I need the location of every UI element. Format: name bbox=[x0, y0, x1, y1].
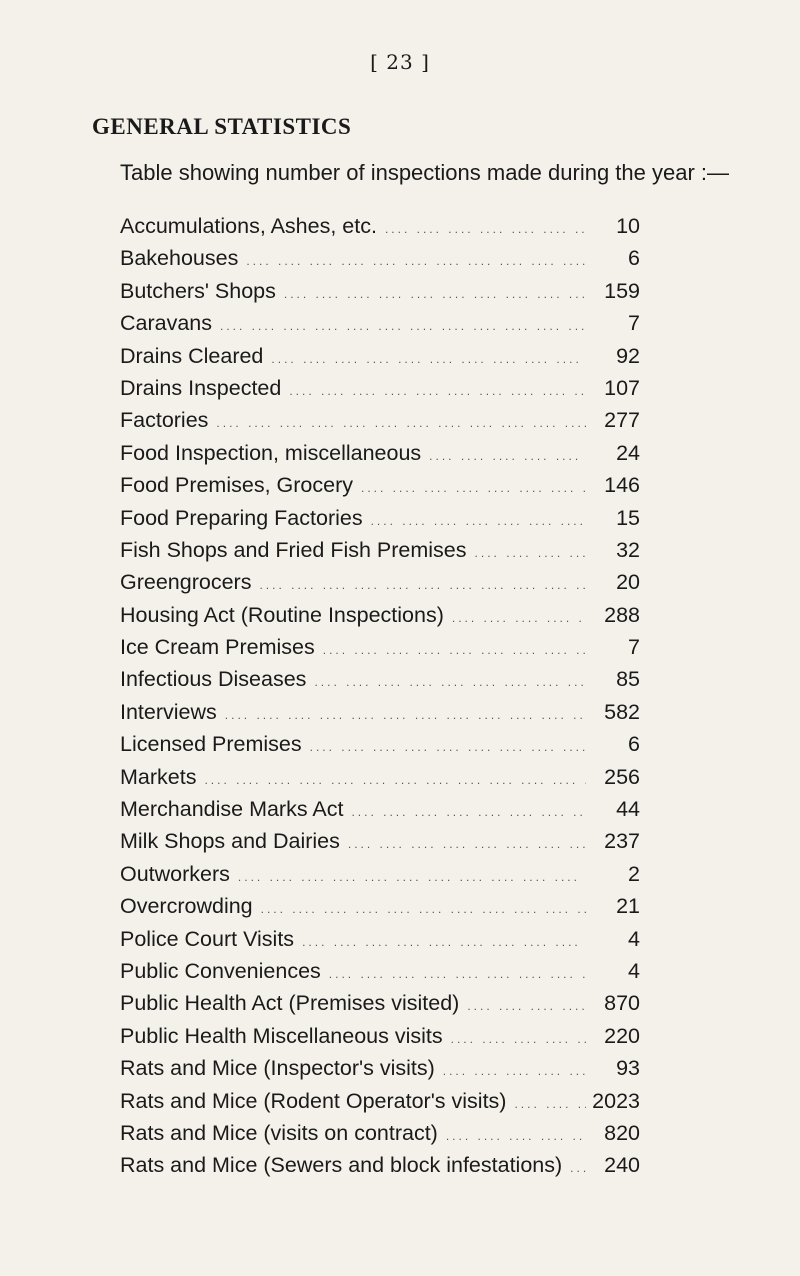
table-row bbox=[120, 242, 640, 274]
row-value: 159 bbox=[604, 278, 640, 303]
dot-leader bbox=[371, 505, 586, 537]
dot-leader bbox=[271, 343, 586, 375]
table-row bbox=[120, 955, 640, 987]
row-label: Rats and Mice (visits on contract) bbox=[120, 1117, 446, 1149]
dot-leader bbox=[310, 731, 586, 763]
row-value: 6 bbox=[628, 246, 640, 271]
row-label: Overcrowding bbox=[120, 890, 261, 922]
row-value: 277 bbox=[604, 408, 640, 433]
row-label: Drains Inspected bbox=[120, 372, 289, 404]
dot-leader bbox=[289, 375, 586, 407]
row-value: 237 bbox=[604, 829, 640, 854]
table-row bbox=[120, 210, 640, 242]
row-label: Bakehouses bbox=[120, 242, 246, 274]
table-row bbox=[120, 469, 640, 501]
dot-leader bbox=[475, 537, 586, 569]
dot-leader bbox=[314, 666, 586, 698]
table-row bbox=[120, 307, 640, 339]
dot-leader bbox=[351, 796, 586, 828]
row-label: Greengrocers bbox=[120, 566, 259, 598]
row-label: Interviews bbox=[120, 696, 225, 728]
row-value: 7 bbox=[628, 635, 640, 660]
row-label: Infectious Diseases bbox=[120, 663, 314, 695]
table-row bbox=[120, 372, 640, 404]
row-value: 44 bbox=[616, 797, 640, 822]
dot-leader bbox=[429, 440, 586, 472]
table-row bbox=[120, 890, 640, 922]
row-label: Milk Shops and Dairies bbox=[120, 825, 348, 857]
dot-leader bbox=[323, 634, 586, 666]
row-value: 820 bbox=[604, 1120, 640, 1145]
page-number: [ 23 ] bbox=[370, 50, 430, 74]
table-row bbox=[120, 599, 640, 631]
row-value: 10 bbox=[616, 214, 640, 238]
row-value: 870 bbox=[604, 991, 640, 1016]
row-value: 4 bbox=[628, 958, 640, 983]
table-row bbox=[120, 858, 640, 890]
row-label: Fish Shops and Fried Fish Premises bbox=[120, 534, 475, 566]
row-label: Food Premises, Grocery bbox=[120, 469, 361, 501]
dot-leader bbox=[261, 893, 586, 925]
row-label: Housing Act (Routine Inspections) bbox=[120, 599, 452, 631]
dot-leader bbox=[302, 926, 586, 958]
row-value: 24 bbox=[616, 440, 640, 465]
row-label: Public Health Miscellaneous visits bbox=[120, 1020, 451, 1052]
row-value: 240 bbox=[604, 1153, 640, 1178]
dot-leader bbox=[329, 958, 586, 990]
row-value: 4 bbox=[628, 926, 640, 951]
row-label: Rats and Mice (Rodent Operator's visits) bbox=[120, 1085, 514, 1117]
dot-leader bbox=[467, 990, 586, 1022]
row-value: 2 bbox=[628, 861, 640, 886]
dot-leader bbox=[204, 764, 586, 796]
dot-leader bbox=[259, 569, 586, 601]
table-row bbox=[120, 728, 640, 760]
table-row bbox=[120, 987, 640, 1019]
dot-leader bbox=[570, 1152, 586, 1184]
row-value: 21 bbox=[616, 894, 640, 919]
row-label: Markets bbox=[120, 761, 204, 793]
row-value: 256 bbox=[604, 764, 640, 789]
dot-leader bbox=[361, 472, 586, 504]
row-label: Accumulations, Ashes, etc. bbox=[120, 210, 385, 242]
row-label: Merchandise Marks Act bbox=[120, 793, 351, 825]
dot-leader bbox=[348, 828, 586, 860]
row-value: 32 bbox=[616, 537, 640, 562]
dot-leader bbox=[385, 213, 586, 245]
row-value: 85 bbox=[616, 667, 640, 692]
row-label: Butchers' Shops bbox=[120, 275, 284, 307]
row-label: Caravans bbox=[120, 307, 220, 339]
row-value: 220 bbox=[604, 1023, 640, 1048]
table-row bbox=[120, 502, 640, 534]
table-row bbox=[120, 404, 640, 436]
row-label: Rats and Mice (Sewers and block infestations) bbox=[120, 1149, 570, 1181]
row-label: Factories bbox=[120, 404, 216, 436]
row-label: Outworkers bbox=[120, 858, 238, 890]
table-row bbox=[120, 825, 640, 857]
dot-leader bbox=[284, 278, 586, 310]
table-row bbox=[120, 663, 640, 695]
row-label: Licensed Premises bbox=[120, 728, 310, 760]
row-label: Drains Cleared bbox=[120, 340, 271, 372]
row-label: Rats and Mice (Inspector's visits) bbox=[120, 1052, 443, 1084]
row-value: 93 bbox=[616, 1056, 640, 1081]
table-row bbox=[120, 631, 640, 663]
row-value: 15 bbox=[616, 505, 640, 530]
dot-leader bbox=[514, 1088, 586, 1120]
table-row bbox=[120, 566, 640, 598]
dot-leader bbox=[216, 407, 586, 439]
table-row bbox=[120, 761, 640, 793]
row-label: Food Inspection, miscellaneous bbox=[120, 437, 429, 469]
row-value: 107 bbox=[604, 375, 640, 400]
row-label: Food Preparing Factories bbox=[120, 502, 371, 534]
dot-leader bbox=[451, 1023, 586, 1055]
row-label: Ice Cream Premises bbox=[120, 631, 323, 663]
page-title: GENERAL STATISTICS bbox=[92, 114, 352, 139]
row-value: 2023 bbox=[592, 1088, 640, 1113]
table-row bbox=[120, 534, 640, 566]
table-row bbox=[120, 275, 640, 307]
row-label: Police Court Visits bbox=[120, 923, 302, 955]
row-value: 6 bbox=[628, 732, 640, 757]
row-value: 582 bbox=[604, 699, 640, 724]
table-row bbox=[120, 1020, 640, 1052]
row-label: Public Conveniences bbox=[120, 955, 329, 987]
dot-leader bbox=[238, 861, 586, 893]
table-row bbox=[120, 437, 640, 469]
row-value: 7 bbox=[628, 311, 640, 336]
row-value: 288 bbox=[604, 602, 640, 627]
table-row bbox=[120, 1085, 640, 1117]
table-row bbox=[120, 793, 640, 825]
inspections-table bbox=[120, 210, 640, 1182]
row-value: 20 bbox=[616, 570, 640, 595]
table-row bbox=[120, 1149, 640, 1181]
row-value: 92 bbox=[616, 343, 640, 368]
dot-leader bbox=[446, 1120, 586, 1152]
dot-leader bbox=[246, 245, 586, 277]
table-row bbox=[120, 340, 640, 372]
row-value: 146 bbox=[604, 473, 640, 498]
dot-leader bbox=[225, 699, 586, 731]
table-row bbox=[120, 1117, 640, 1149]
table-row bbox=[120, 923, 640, 955]
table-caption: Table showing number of inspections made during the year :— bbox=[120, 160, 730, 185]
row-label: Public Health Act (Premises visited) bbox=[120, 987, 467, 1019]
table-row bbox=[120, 1052, 640, 1084]
table-row bbox=[120, 696, 640, 728]
dot-leader bbox=[452, 602, 586, 634]
dot-leader bbox=[443, 1055, 586, 1087]
dot-leader bbox=[220, 310, 586, 342]
